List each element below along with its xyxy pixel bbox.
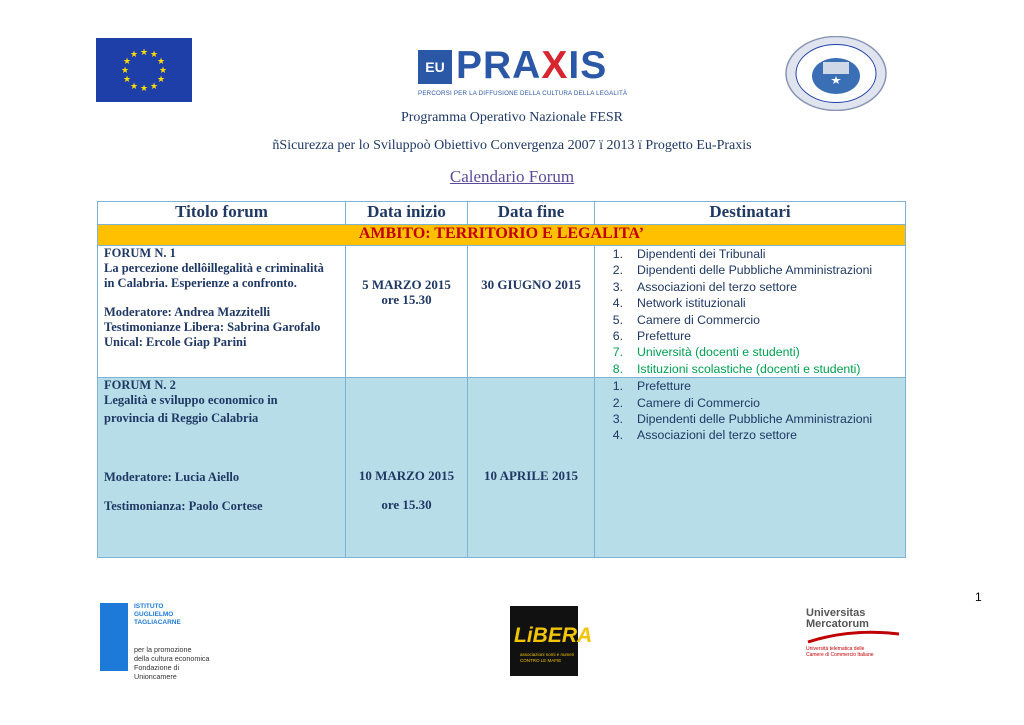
program-line: Programma Operativo Nazionale FESR [400, 110, 623, 125]
svg-text:★: ★ [149, 82, 159, 92]
libera-logo: LiBERA associazioni nomi e numeri CONTRO LE MAFIE [510, 606, 578, 676]
forum-title-cell [98, 378, 346, 558]
ministero-interno-seal [785, 36, 887, 111]
list-item: 7. Università (docenti e studenti) [612, 345, 800, 360]
list-item: 1. Dipendenti dei Tribunali [612, 247, 766, 261]
svg-text:★: ★ [139, 48, 149, 58]
svg-text:★: ★ [156, 57, 166, 67]
recipients-list [595, 246, 905, 377]
svg-text:★: ★ [122, 75, 132, 85]
forum-table [97, 201, 906, 558]
forum-number: FORUM N. 1 [104, 246, 176, 260]
project-line: ñSicurezza per lo Sviluppoò Obiettivo Convergenza 2007 ï 2013 ï Progetto Eu-Praxis [272, 138, 752, 153]
tagliacarne-logo: ISTITUTO GUGLIELMO TAGLIACARNE per la promozione della cultura economica Fondazione di Unioncamere [100, 603, 220, 678]
list-item: 8. Istituzioni scolastiche (docenti e studenti) [612, 361, 861, 376]
list-item: 2. Camere di Commercio [612, 395, 760, 410]
forum-testimony: Unical: Ercole Giap Parini [104, 335, 247, 349]
forum-number: FORUM N. 2 [104, 378, 176, 393]
praxis-eu-box: EU [418, 50, 452, 84]
start-date: 10 MARZO 2015 [358, 468, 455, 484]
svg-text:★: ★ [122, 57, 132, 67]
start-date-cell [346, 378, 468, 558]
svg-text:★: ★ [129, 82, 139, 92]
praxis-tagline: PERCORSI PER LA DIFFUSIONE DELLA CULTURA DELLA LEGALITÀ [418, 90, 628, 97]
recipients-list [595, 378, 905, 444]
list-item: 2. Dipendenti delle Pubbliche Amministrazioni [612, 263, 873, 278]
forum-title: provincia di Reggio Calabria [104, 411, 259, 426]
end-date: 10 APRILE 2015 [484, 468, 578, 484]
start-time: ore 15.30 [381, 497, 432, 513]
tagliacarne-mark-icon [100, 603, 128, 671]
list-item: 3. Dipendenti delle Pubbliche Amministrazioni [612, 412, 873, 427]
table-row [98, 246, 906, 378]
list-item: 3. Associazioni del terzo settore [612, 279, 797, 294]
start-date-cell [346, 246, 468, 378]
praxis-wordmark: PRAXIS [456, 44, 608, 87]
list-item: 1. Prefetture [612, 379, 691, 394]
page-title: Calendario Forum [449, 167, 575, 186]
list-item: 4. Associazioni del terzo settore [612, 428, 797, 443]
column-header: Data inizio [346, 202, 468, 225]
start-date: 5 MARZO 2015 [362, 277, 451, 292]
column-header: Titolo forum [98, 202, 346, 225]
forum-testimony: Testimonianza: Paolo Cortese [104, 499, 263, 514]
forum-moderator: Moderatore: Lucia Aiello [104, 470, 240, 485]
end-date-cell [468, 246, 595, 378]
column-header: Data fine [468, 202, 595, 225]
svg-text:★: ★ [120, 66, 130, 76]
table-row [98, 378, 906, 558]
recipients-cell [595, 378, 906, 558]
start-time: ore 15.30 [381, 292, 432, 307]
list-item: 5. Camere di Commercio [612, 312, 760, 327]
recipients-cell [595, 246, 906, 378]
forum-title: La percezione dellôillegalità e criminalità [104, 261, 324, 275]
forum-title: in Calabria. Esperienze a confronto. [104, 276, 297, 290]
end-date-cell [468, 378, 595, 558]
forum-testimony: Testimonianze Libera: Sabrina Garofalo [104, 320, 321, 334]
column-header: Destinatari [595, 202, 906, 225]
swoosh-icon [806, 630, 901, 644]
list-item: 4. Network istituzionali [612, 296, 746, 311]
svg-text:★: ★ [139, 84, 149, 94]
ambito-row [98, 225, 906, 246]
end-date: 30 GIUGNO 2015 [481, 277, 581, 292]
table-header-row [98, 202, 906, 225]
forum-title: Legalità e sviluppo economico in [104, 393, 278, 408]
universitas-mercatorum-logo: Universitas Mercatorum Università telematica delle Camere di Commercio Italiane [806, 608, 906, 670]
list-item: 6. Prefetture [612, 329, 691, 344]
svg-text:★: ★ [156, 75, 166, 85]
praxis-logo [418, 44, 628, 108]
ambito-label: AMBITO: TERRITORIO E LEGALITA’ [98, 225, 906, 246]
svg-text:★: ★ [129, 50, 139, 60]
page-number: 1 [975, 590, 982, 604]
svg-text:★: ★ [149, 50, 159, 60]
forum-moderator: Moderatore: Andrea Mazzitelli [104, 305, 271, 319]
forum-title-cell [98, 246, 346, 378]
eu-flag-logo [96, 38, 192, 102]
svg-text:★: ★ [158, 66, 168, 76]
